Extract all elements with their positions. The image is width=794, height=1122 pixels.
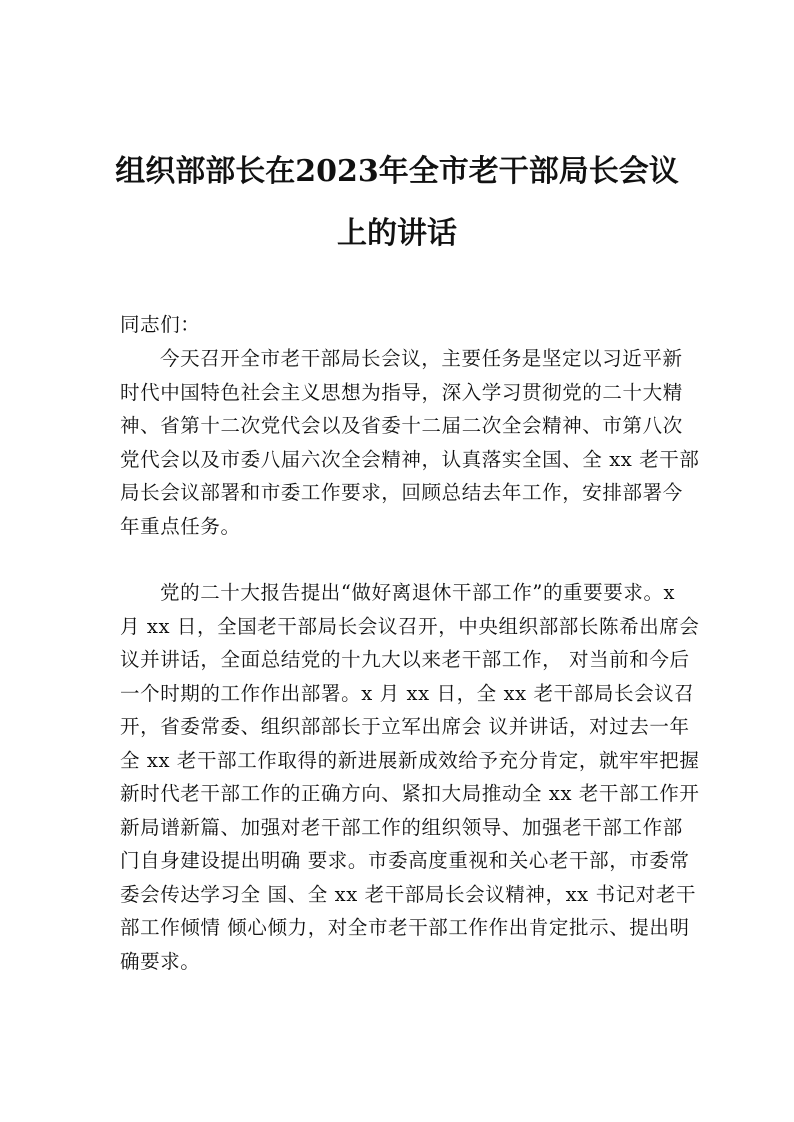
salutation: 同志们： xyxy=(120,313,201,336)
body-paragraph-2: 党的二十大报告提出“做好离退休干部工作”的重要要求。x 月 xx 日，全国老干部局长会议召开，中央组织部部长陈希出席会议并讲话，全面总结党的十九大以来老干部工作， 对当前和今后一个时期的工作作出部署。x 月 xx 日，全 xx 老干部局长会议召开，省委常委、组织部部长于立军出席会 议并讲话，对过去一年全 xx 老干部工作取得的新进展新成效给予充分肯定，就牢牢把握新时代老干部工作的正确方向、紧扣大局推动全 xx 老干部工作开新局谱新篇、加强对老干部工作的组织领导、加强老干部工作部门自身建设提出明确 要求。市委高度重视和关心老干部，市委常委会传达学习全 国、全 xx 老干部局长会议精神，xx 书记对老干部工作倾情 倾心倾力，对全市老干部工作作出肯定批示、提出明确要求。 xyxy=(120,581,700,973)
body-paragraph-1: 今天召开全市老干部局长会议，主要任务是坚定以习近平新时代中国特色社会主义思想为指导，深入学习贯彻党的二十大精神、省第十二次党代会以及省委十二届二次全会精神、市第八次党代会以及市委八届六次全会精神，认真落实全国、全 xx 老干部局长会议部署和市委工作要求，回顾总结去年工作，安排部署今年重点任务。 xyxy=(120,347,700,538)
document-title-line2: 上的讲话 xyxy=(337,216,457,251)
document-title-line1: 组织部部长在2023年全市老干部局长会议 xyxy=(115,154,679,189)
